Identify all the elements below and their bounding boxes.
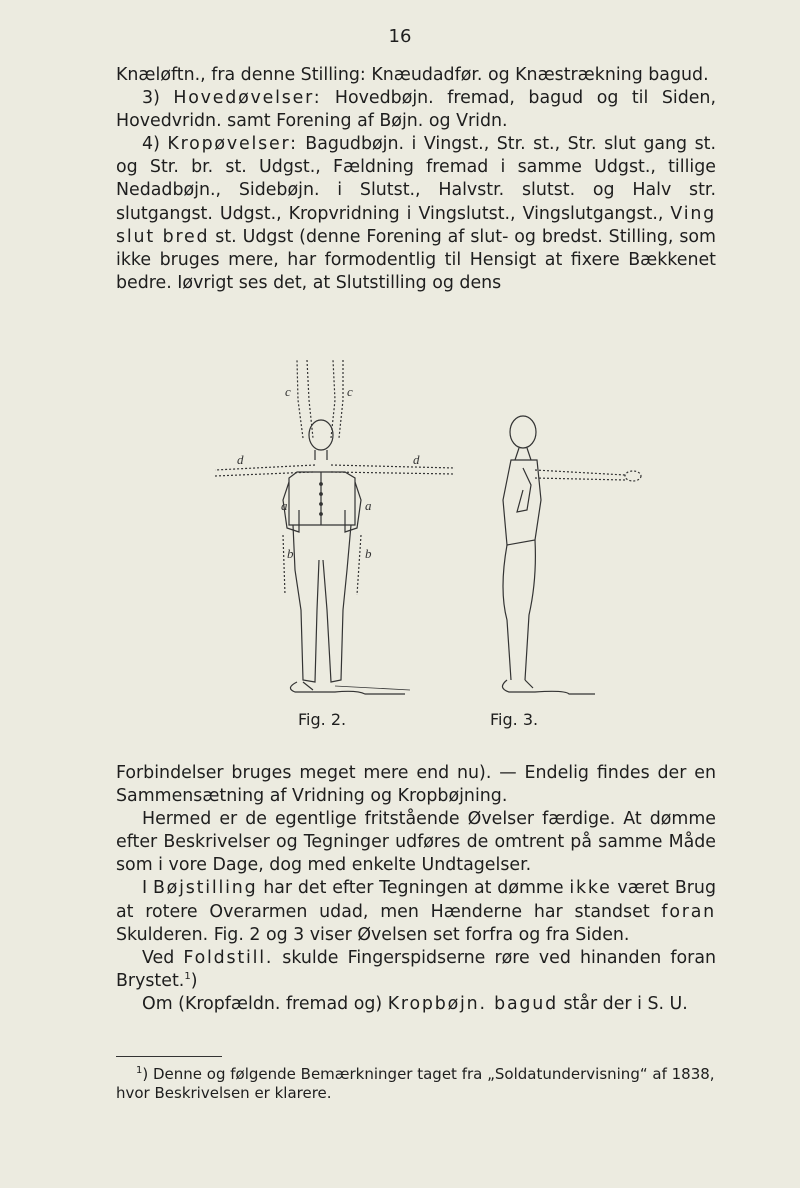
top-text-block	[116, 64, 716, 295]
term-kropoevelser: Kropøvelser:	[167, 134, 298, 155]
label-a-left: a	[281, 498, 288, 513]
text-segment: skulde Fingerspidserne røre ved hinanden foran Brystet.	[116, 947, 717, 991]
footnote-divider	[116, 1056, 222, 1057]
text-segment: )	[190, 970, 198, 991]
paragraph-hermed: Hermed er de egentlige fritstående Øvelser færdige. At dømme efter Beskrivelser og Tegninger udføres de omtrent på samme Måde som i vore Dage, dog med enkelte Undtagelser.	[116, 809, 716, 876]
paragraph-kropoevelser	[116, 133, 716, 295]
term-kropboejn-bagud: Kropbøjn. bagud	[387, 993, 558, 1014]
figure-illustration	[185, 360, 655, 700]
footnote-marker: 1	[136, 1065, 143, 1076]
footnote-text	[116, 1065, 716, 1103]
footnote	[116, 1065, 716, 1103]
text-segment: været Brug at rotere Overarmen udad, men Hænderne har standset	[116, 878, 716, 922]
bottom-text-block	[116, 762, 716, 1016]
text-segment: Ved	[142, 947, 184, 968]
term-boejstilling: Bøjstilling	[152, 878, 258, 899]
label-c-left: c	[285, 384, 291, 399]
term-ving-slut-bred: Ving slut bred	[116, 203, 716, 247]
paragraph-kropboejn	[116, 993, 716, 1016]
label-d-right: d	[413, 452, 420, 467]
text-segment: ) Denne og følgende Bemærkninger taget fra „Soldatundervisning“ af 1838, hvor Beskrivelsen er klarere.	[116, 1065, 715, 1102]
page-number: 16	[388, 26, 412, 47]
label-c-right: c	[347, 384, 353, 399]
paragraph-forbindelser: Forbindelser bruges meget mere end nu). — Endelig findes der en Sammensætning af Vridning og Kropbøjning.	[116, 763, 716, 807]
label-a-right: a	[365, 498, 372, 513]
figure-2-caption: Fig. 2.	[298, 710, 347, 729]
label-b-left: b	[287, 546, 294, 561]
label-d-left: d	[237, 452, 244, 467]
paragraph-hovedoevelser	[116, 87, 716, 133]
paragraph-knaeloeftn: Knæløftn., fra denne Stilling: Knæudadfør. og Knæstrækning bagud.	[116, 65, 709, 85]
text-segment: Skulderen. Fig. 2 og 3 viser Øvelsen set forfra og fra Siden.	[116, 924, 630, 945]
text-segment: st. Udgst (denne Forening af slut- og bredst. Stilling, som ikke bruges mere, har formodentlig til Hensigt at fixere Bækkenet bedre. Iøvrigt ses det, at Slutstilling og dens	[116, 226, 716, 293]
figure-3-side-view	[502, 416, 641, 694]
figure-3-caption: Fig. 3.	[490, 710, 539, 729]
paragraph-foldstill	[116, 947, 716, 993]
figure-2-front-view	[215, 360, 455, 694]
text-segment: har det efter Tegningen at dømme	[257, 878, 570, 899]
term-hovedoevelser: Hovedøvelser:	[173, 88, 322, 109]
footnote-ref[interactable]: 1	[184, 971, 191, 983]
item-number: 3)	[142, 88, 174, 109]
text-segment: Hovedbøjn. fremad, bagud og til Siden, Hovedvridn. samt Forening af Bøjn. og Vridn.	[116, 88, 716, 132]
paragraph-boejstilling	[116, 877, 716, 946]
text-segment: står der i S. U.	[557, 993, 688, 1014]
text-segment: Bagudbøjn. i Vingst., Str. st., Str. slut gang st. og Str. br. st. Udgst., Fældning fremad i samme Udgst., tillige Nedadbøjn., Sidebøjn. i Slutst., Halvstr. slutst. og Halv str. slutgangst. Udgst., Kropvridning i Vingslutst., Vingslutgangst.,	[116, 134, 716, 224]
term-foran: foran	[661, 901, 716, 922]
label-b-right: b	[365, 546, 372, 561]
term-foldstill: Foldstill.	[183, 947, 274, 968]
item-number: 4)	[142, 134, 168, 155]
term-ikke: ikke	[569, 878, 612, 899]
text-segment: I	[142, 878, 153, 899]
text-segment: Om (Kropfældn. fremad og)	[142, 993, 388, 1014]
